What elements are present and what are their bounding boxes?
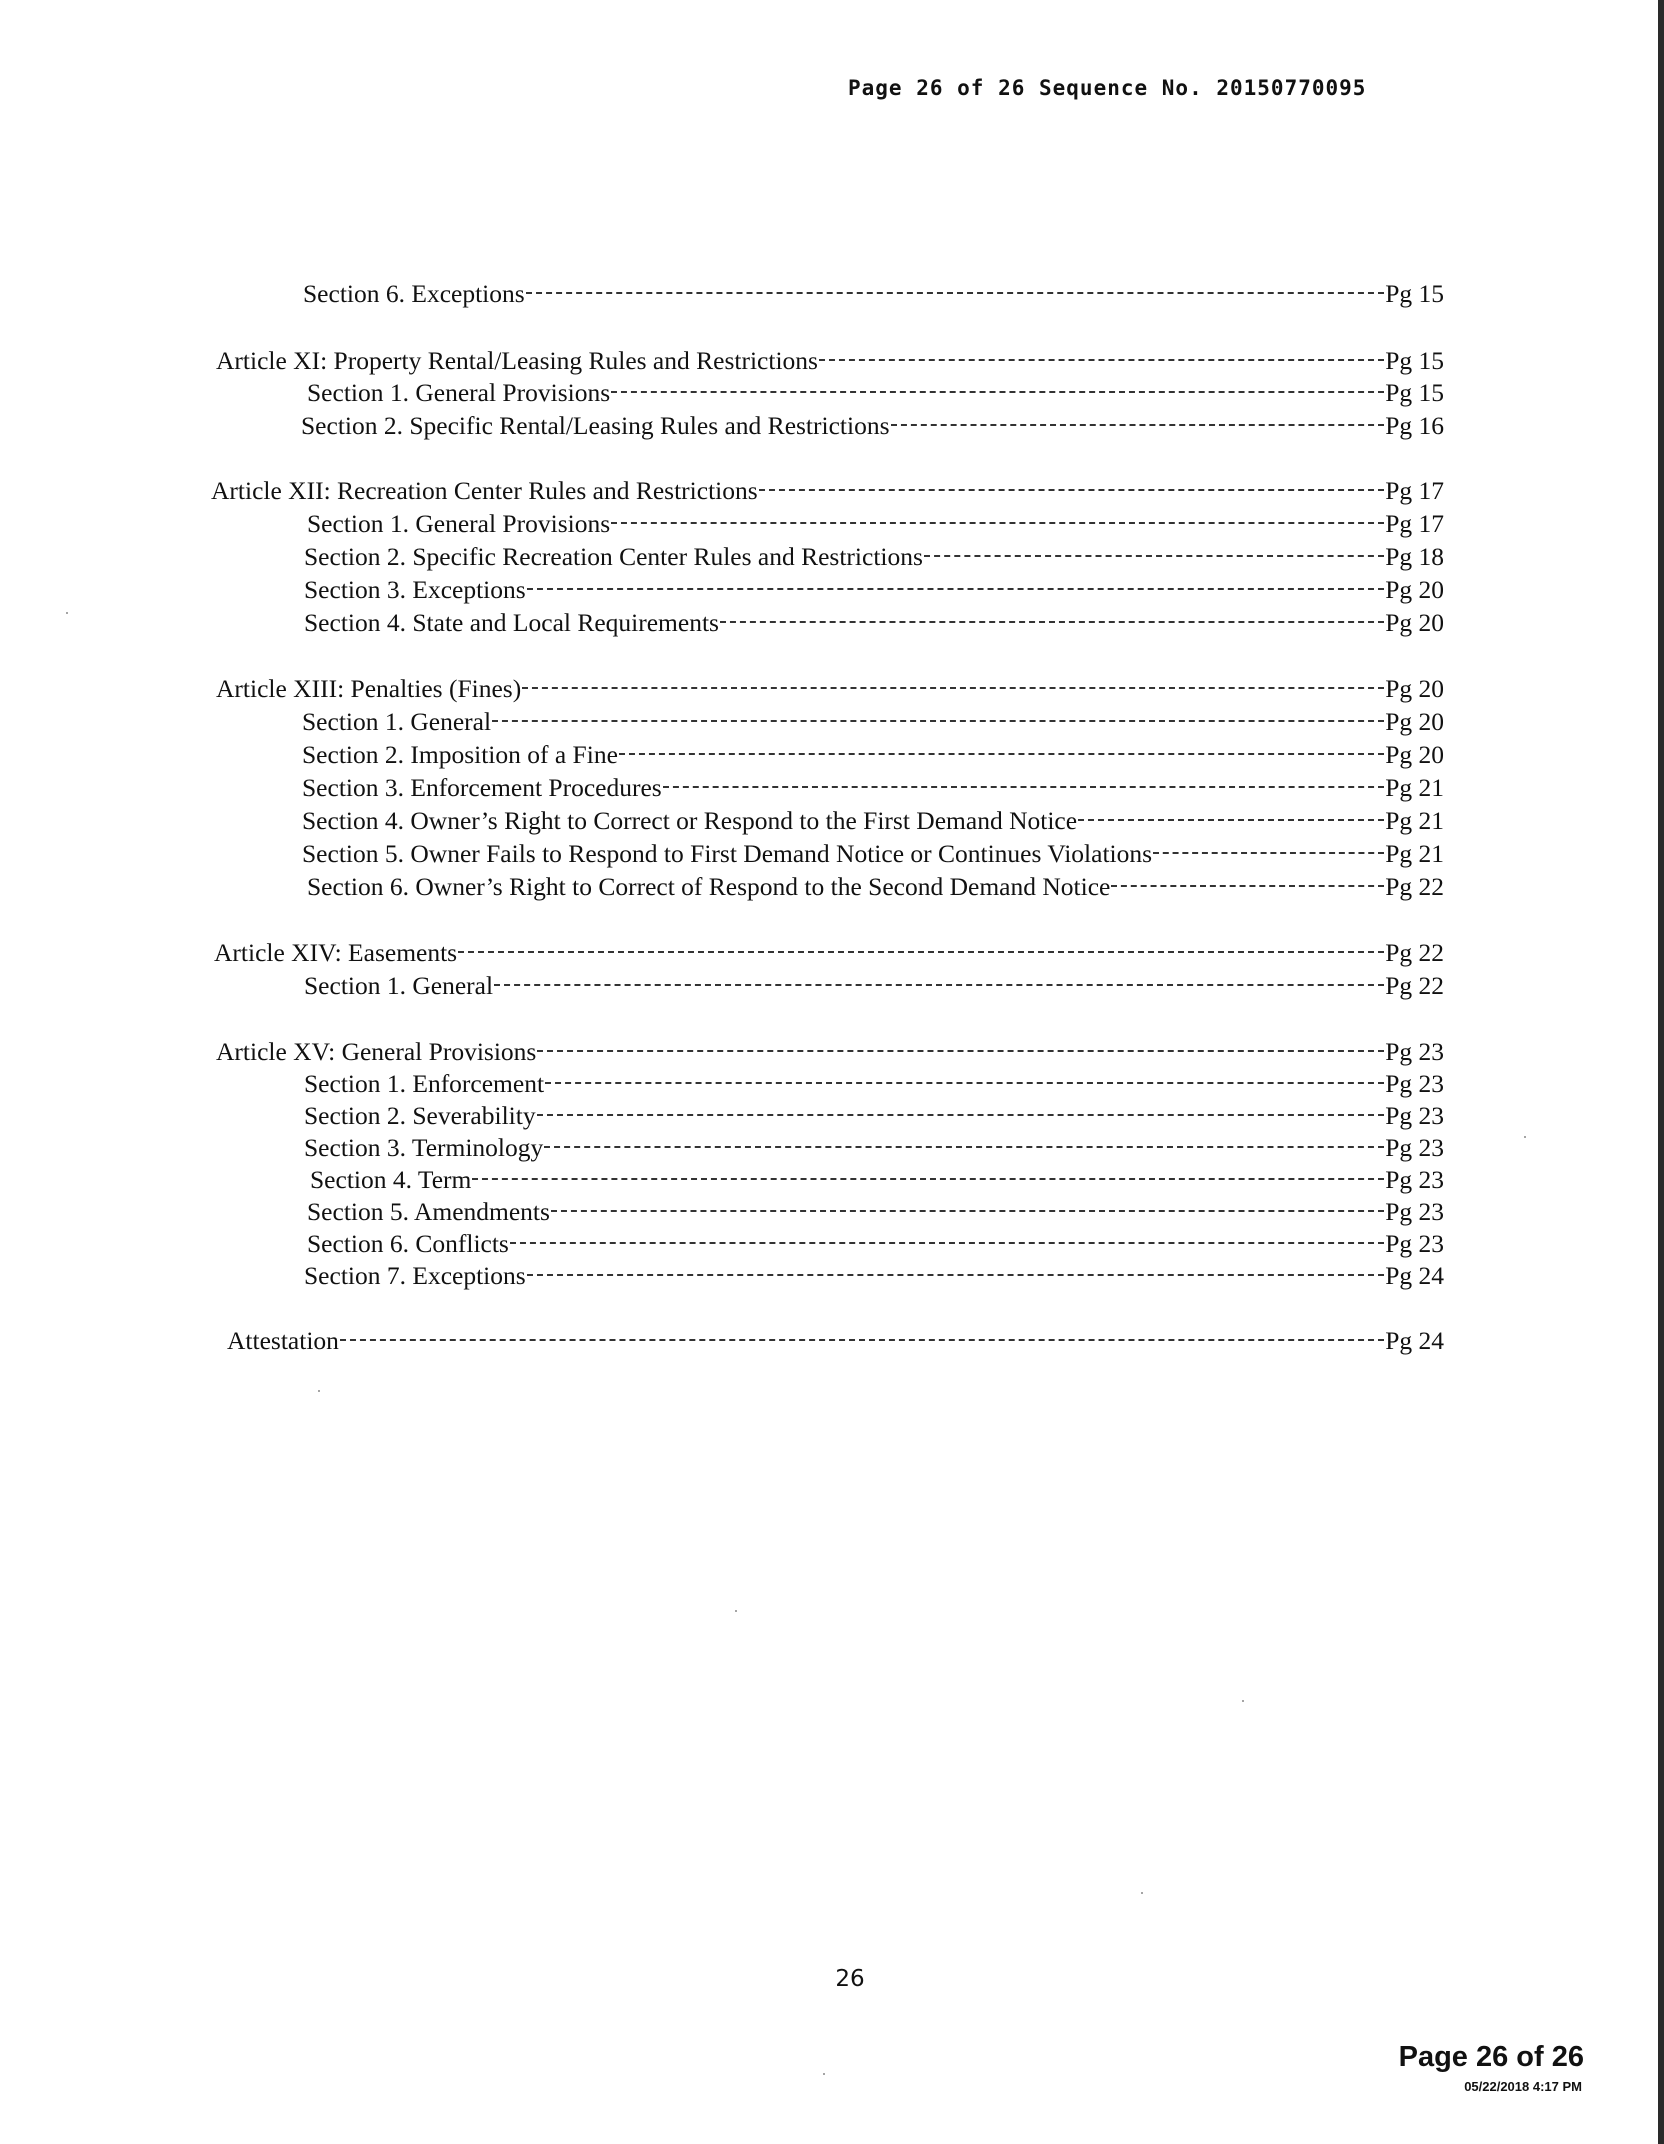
toc-article-entry [216, 1036, 1444, 1068]
sequence-header: Page 26 of 26 Sequence No. 20150770095 [848, 76, 1367, 100]
toc-entry-page: Pg 20 [1385, 575, 1444, 604]
toc-entry-page: Pg 23 [1385, 1037, 1444, 1066]
toc-dot-leader [819, 359, 1384, 361]
toc-entry-page: Pg 22 [1385, 938, 1444, 967]
toc-dot-leader [522, 687, 1384, 689]
toc-entry-label: Section 2. Specific Rental/Leasing Rules and Restrictions [301, 411, 890, 440]
toc-entry-page: Pg 15 [1385, 346, 1444, 375]
toc-dot-leader [619, 753, 1384, 755]
toc-dot-leader [492, 720, 1384, 722]
toc-entry-label: Section 3. Exceptions [304, 575, 526, 604]
toc-section-entry [310, 1164, 1444, 1196]
toc-entry-label: Attestation [227, 1326, 339, 1355]
toc-entry-label: Section 3. Terminology [304, 1133, 544, 1162]
toc-dot-leader [544, 1146, 1384, 1148]
toc-dot-leader [891, 424, 1385, 426]
toc-entry-label: Section 1. General [302, 707, 492, 736]
recording-stamp-page: Page 26 of 26 [1398, 2041, 1584, 2073]
toc-entry-label: Article XII: Recreation Center Rules and Restrictions [211, 476, 758, 505]
toc-entry-label: Section 3. Enforcement Procedures [302, 773, 662, 802]
toc-section-entry [304, 1100, 1444, 1132]
toc-entry-label: Section 2. Specific Recreation Center Rules and Restrictions [304, 542, 923, 571]
toc-entry-page: Pg 16 [1385, 411, 1444, 440]
toc-dot-leader [611, 391, 1384, 393]
toc-dot-leader [340, 1339, 1384, 1341]
recording-stamp-datetime: 05/22/2018 4:17 PM [1464, 2079, 1582, 2094]
toc-entry-page: Pg 24 [1385, 1326, 1444, 1355]
toc-dot-leader [1078, 819, 1384, 821]
toc-section-entry [302, 706, 1444, 738]
toc-entry-page: Pg 23 [1385, 1165, 1444, 1194]
toc-entry-page: Pg 23 [1385, 1197, 1444, 1226]
toc-dot-leader [759, 489, 1385, 491]
toc-dot-leader [551, 1210, 1384, 1212]
toc-section-entry [301, 410, 1444, 442]
toc-entry-label: Section 6. Exceptions [303, 279, 525, 308]
toc-section-entry [307, 377, 1444, 409]
toc-dot-leader [720, 621, 1384, 623]
toc-entry-page: Pg 23 [1385, 1229, 1444, 1258]
scan-speck [823, 2073, 825, 2075]
toc-section-entry [307, 1196, 1444, 1228]
toc-entry-label: Article XV: General Provisions [216, 1037, 537, 1066]
toc-section-entry [304, 970, 1444, 1002]
toc-entry-label: Section 4. State and Local Requirements [304, 608, 719, 637]
toc-section-entry [302, 772, 1444, 804]
toc-dot-leader [527, 1274, 1385, 1276]
toc-entry-page: Pg 21 [1385, 773, 1444, 802]
toc-entry-page: Pg 20 [1385, 707, 1444, 736]
scan-speck [318, 1390, 320, 1392]
toc-entry-page: Pg 15 [1385, 279, 1444, 308]
toc-dot-leader [527, 588, 1385, 590]
toc-dot-leader [545, 1082, 1384, 1084]
toc-entry-label: Article XIV: Easements [214, 938, 458, 967]
toc-dot-leader [924, 555, 1384, 557]
toc-entry-label: Section 2. Imposition of a Fine [302, 740, 618, 769]
scan-speck [1141, 1892, 1143, 1894]
scan-speck [1524, 1136, 1526, 1138]
toc-article-entry [216, 673, 1444, 705]
toc-entry-label: Section 4. Term [310, 1165, 472, 1194]
toc-article-entry [214, 937, 1444, 969]
toc-entry-label: Section 1. General [304, 971, 494, 1000]
toc-dot-leader [472, 1178, 1384, 1180]
toc-dot-leader [458, 951, 1384, 953]
toc-entry-label: Section 4. Owner’s Right to Correct or Respond to the First Demand Notice [302, 806, 1078, 835]
page-number: 26 [835, 1966, 865, 1992]
scan-speck [735, 1610, 737, 1612]
toc-dot-leader [1153, 852, 1384, 854]
toc-article-entry [211, 475, 1444, 507]
toc-dot-leader [1111, 885, 1384, 887]
toc-entry-label: Section 5. Amendments [307, 1197, 550, 1226]
toc-entry-page: Pg 24 [1385, 1261, 1444, 1290]
toc-section-entry [304, 1132, 1444, 1164]
toc-entry-page: Pg 22 [1385, 971, 1444, 1000]
toc-section-entry [307, 508, 1444, 540]
toc-entry-page: Pg 20 [1385, 608, 1444, 637]
toc-section-entry [302, 838, 1444, 870]
toc-section-entry [307, 871, 1444, 903]
toc-entry-page: Pg 23 [1385, 1101, 1444, 1130]
toc-entry-page: Pg 23 [1385, 1069, 1444, 1098]
toc-entry-page: Pg 23 [1385, 1133, 1444, 1162]
toc-section-entry [304, 607, 1444, 639]
toc-entry-page: Pg 17 [1385, 509, 1444, 538]
toc-entry-label: Article XIII: Penalties (Fines) [216, 674, 522, 703]
toc-section-entry [304, 1068, 1444, 1100]
toc-section-entry [302, 739, 1444, 771]
toc-dot-leader [510, 1242, 1384, 1244]
toc-section-entry [303, 278, 1444, 310]
toc-entry-label: Section 6. Owner’s Right to Correct of Respond to the Second Demand Notice [307, 872, 1111, 901]
toc-entry-label: Article XI: Property Rental/Leasing Rules and Restrictions [216, 346, 818, 375]
toc-section-entry [304, 574, 1444, 606]
toc-dot-leader [526, 292, 1385, 294]
toc-entry-label: Section 5. Owner Fails to Respond to First Demand Notice or Continues Violations [302, 839, 1153, 868]
toc-section-entry [304, 1260, 1444, 1292]
toc-entry-page: Pg 20 [1385, 674, 1444, 703]
toc-section-entry [307, 1228, 1444, 1260]
toc-entry-label: Section 1. General Provisions [307, 509, 611, 538]
toc-entry-label: Section 1. General Provisions [307, 378, 611, 407]
toc-section-entry [304, 541, 1444, 573]
toc-entry-page: Pg 18 [1385, 542, 1444, 571]
toc-entry-page: Pg 21 [1385, 806, 1444, 835]
toc-entry-label: Section 7. Exceptions [304, 1261, 526, 1290]
toc-entry-label: Section 6. Conflicts [307, 1229, 509, 1258]
toc-entry-label: Section 1. Enforcement [304, 1069, 545, 1098]
toc-entry-page: Pg 22 [1385, 872, 1444, 901]
toc-article-entry [216, 345, 1444, 377]
toc-dot-leader [663, 786, 1384, 788]
toc-section-entry [302, 805, 1444, 837]
toc-dot-leader [537, 1050, 1384, 1052]
toc-dot-leader [611, 522, 1384, 524]
toc-entry-label: Section 2. Severability [304, 1101, 536, 1130]
scan-speck [1242, 1700, 1244, 1702]
toc-attestation-entry [227, 1325, 1444, 1357]
toc-dot-leader [494, 984, 1384, 986]
toc-entry-page: Pg 15 [1385, 378, 1444, 407]
scan-speck [66, 612, 68, 614]
toc-dot-leader [537, 1114, 1385, 1116]
scan-page-edge [1658, 0, 1664, 2144]
toc-entry-page: Pg 17 [1385, 476, 1444, 505]
toc-entry-page: Pg 20 [1385, 740, 1444, 769]
toc-entry-page: Pg 21 [1385, 839, 1444, 868]
